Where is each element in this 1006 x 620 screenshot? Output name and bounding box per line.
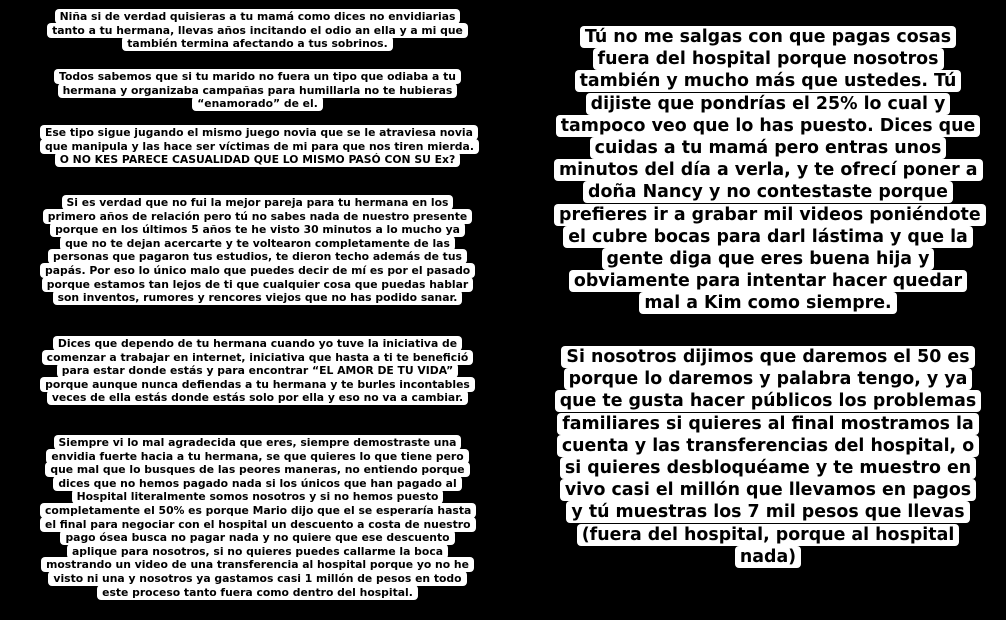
right-text-block-1 (554, 26, 982, 315)
left-text-block-4 (40, 196, 475, 305)
left-text-block-1 (40, 10, 475, 51)
left-text-block-5 (40, 337, 475, 405)
right-text-block-2-text: Si nosotros dijimos que daremos el 50 es porque lo daremos y palabra tengo, y ya que te gusta hacer públicos los problemas familiares si quieres al final mostramos la cuenta y las transferencias del hospital, o si quieres desbloquéame y te muestro en vivo casi el millón que llevamos en pagos y tú muestras los 7 mil pesos que llevas (fuera del hospital, porque al hospital nada) (555, 346, 982, 568)
left-text-block-2-text: Todos sabemos que si tu marido no fuera un tipo que odiaba a tu hermana y organizaba campañas para humillarla no te hubieras “enamorado” de el. (54, 69, 461, 111)
left-text-block-6 (40, 436, 475, 599)
right-story-panel (528, 0, 1006, 620)
left-text-block-6-text: Siempre vi lo mal agradecida que eres, siempre demostraste una envidia fuerte hacia a tu hermana, se que quieres lo que tiene pero que mal que lo busques de las peores maneras, no entiendo porque dices que no hemos pagado nada si los únicos que han pagado al Hospital literalmente somos nosotros y si no hemos puesto completamente el 50% es porque Mario dijo que el se esperaría hasta el final para negociar con el hospital un descuento a costa de nuestro pago ósea busca no pagar nada y no quiere que ese descuento aplique para nosotros, si no quieres puedes callarme la boca mostrando un video de una transferencia al hospital porque yo no he visto ni una y nosotros ya gastamos casi 1 millón de pesos en todo este proceso tanto fuera como dentro del hospital. (40, 435, 476, 600)
left-text-block-5-text: Dices que dependo de tu hermana cuando yo tuve la iniciativa de comenzar a trabajar en internet, iniciativa que hasta a ti te benefició para estar donde estás y para encontrar “EL AMOR DE TU VIDA” porque aunque nunca defiendas a tu hermana y te burles incontables veces de ella estás donde estás solo por ella y eso no va a cambiar. (40, 336, 475, 405)
left-text-block-1-text: Niña si de verdad quisieras a tu mamá como dices no envidiarias tanto a tu hermana, llevas años incitando el odio an ella y a mi que también termina afectando a tus sobrinos. (47, 9, 468, 51)
right-text-block-2 (554, 346, 982, 568)
left-text-block-3 (40, 126, 475, 167)
left-text-block-2 (40, 70, 475, 111)
left-text-block-4-text: Si es verdad que no fui la mejor pareja para tu hermana en los primero años de relación pero tú no sabes nada de nuestro presente porque en los últimos 5 años te he visto 30 minutos a lo mucho ya que no te dejan acercarte y te voltearon completamente de las personas que pagaron tus estudios, te dieron techo además de tus papás. Por eso lo único malo que puedes decir de mí es por el pasado porque estamos tan lejos de ti que cualquier cosa que puedas hablar son inventos, rumores y rencores viejos que no has podido sanar. (40, 195, 475, 305)
left-text-block-3-text: Ese tipo sigue jugando el mismo juego novia que se le atraviesa novia que manipula y las hace ser víctimas de mi para que nos tiren mierda. O NO KES PARECE CASUALIDAD QUE LO MISMO PASÓ CON SU Ex? (40, 125, 479, 167)
right-text-block-1-text: Tú no me salgas con que pagas cosas fuera del hospital porque nosotros también y mucho más que ustedes. Tú dijiste que pondrías el 25% lo cual y tampoco veo que lo has puesto. Dices que cuidas a tu mamá pero entras unos minutos del día a verla, y te ofrecí poner a doña Nancy y no contestaste porque prefieres ir a grabar mil videos poniéndote el cubre bocas para darl lástima y que la gente diga que eres buena hija y obviamente para intentar hacer quedar mal a Kim como siempre. (554, 26, 986, 314)
